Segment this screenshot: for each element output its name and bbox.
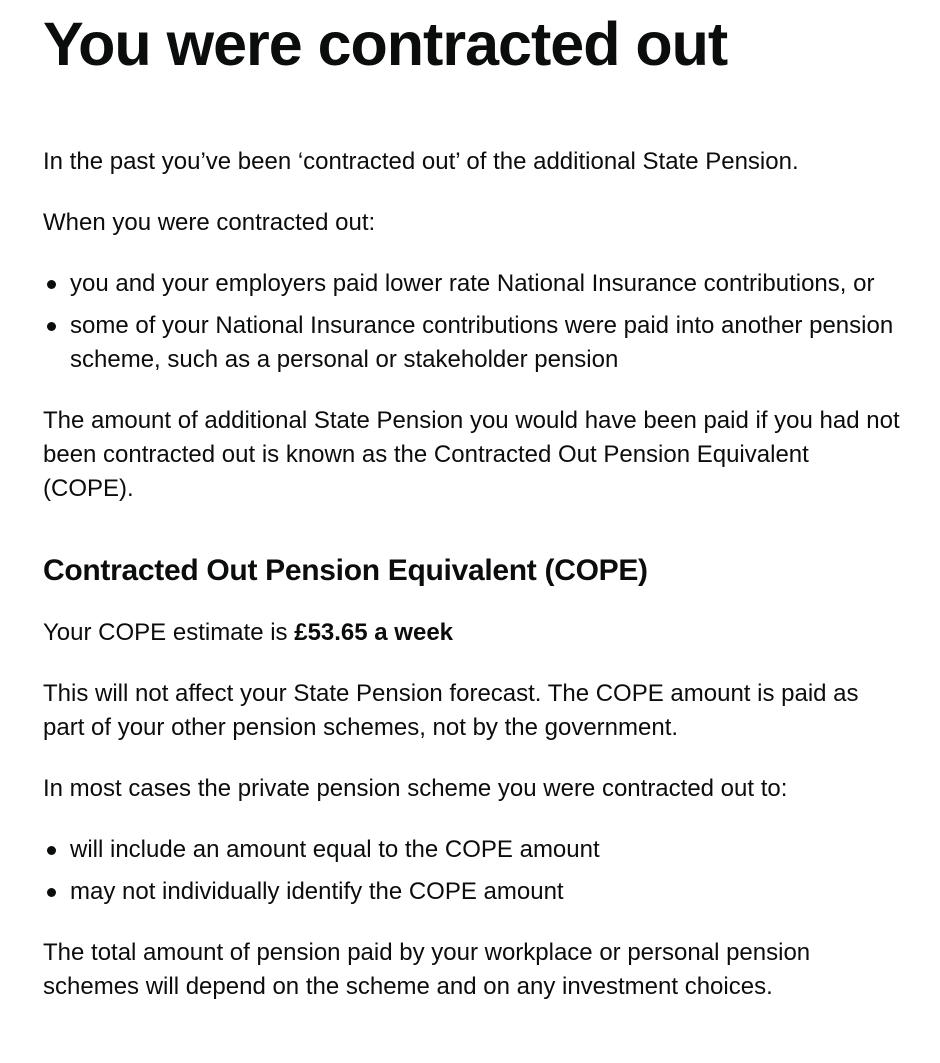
cope-estimate-prefix: Your COPE estimate is <box>43 619 295 646</box>
total-pension-text: The total amount of pension paid by your workplace or personal pension schemes will depend on the scheme and on any investment choices. <box>43 939 811 1000</box>
forecast-note: This will not affect your State Pension forecast. The COPE amount is paid as part of your other pension schemes, not by the government. <box>43 680 859 741</box>
contracted-out-label: When you were contracted out: <box>43 209 376 236</box>
cope-definition-text: The amount of additional State Pension you would have been paid if you had not been contracted out is known as the Contracted Out Pension Equivalent (COPE). <box>43 407 900 502</box>
list-item-text: you and your employers paid lower rate National Insurance contributions, or <box>70 270 875 297</box>
cope-estimate-value: £53.65 a week <box>294 619 454 646</box>
bullet-icon <box>47 888 56 897</box>
list-item-text: some of your National Insurance contributions were paid into another pension scheme, such as a personal or stakeholder pension <box>70 312 894 373</box>
cope-estimate <box>43 616 900 650</box>
list-item <box>43 309 900 377</box>
list-item-text: may not individually identify the COPE amount <box>70 878 564 905</box>
most-cases-label: In most cases the private pension scheme you were contracted out to: <box>43 775 788 802</box>
bullet-icon <box>47 846 56 855</box>
cope-heading: Contracted Out Pension Equivalent (COPE) <box>43 554 648 587</box>
list-item <box>43 833 900 867</box>
bullet-icon <box>47 322 56 331</box>
list-item-text: will include an amount equal to the COPE amount <box>70 836 600 863</box>
page-title: You were contracted out <box>43 10 728 78</box>
contracted-out-list <box>43 267 900 377</box>
list-item <box>43 875 900 909</box>
bullet-icon <box>47 280 56 289</box>
intro-text: In the past you’ve been ‘contracted out’ of the additional State Pension. <box>43 148 799 175</box>
list-item <box>43 267 900 301</box>
most-cases-list <box>43 833 900 909</box>
